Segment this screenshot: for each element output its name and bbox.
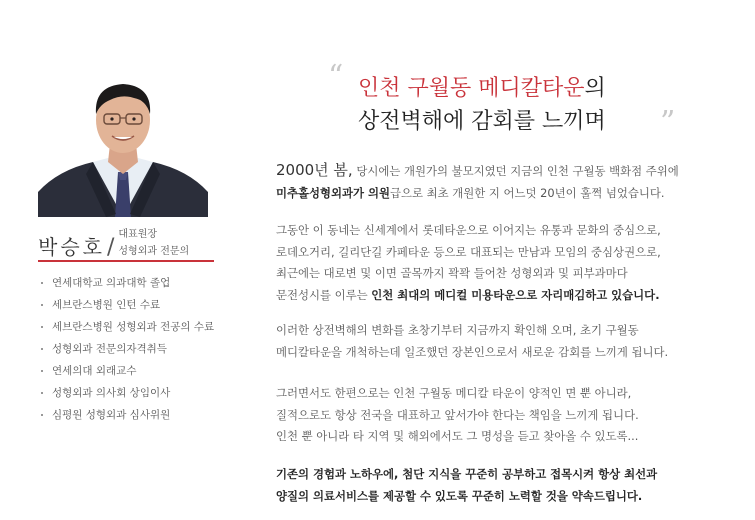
- career-item: 성형외과 의사회 상임이사: [40, 382, 214, 404]
- director-specialty: 성형외과 전문의: [118, 246, 190, 257]
- career-item: 연세대학교 의과대학 졸업: [40, 272, 214, 294]
- paragraph-reflection: [276, 320, 746, 363]
- headline-line1-rest: 의: [584, 76, 606, 101]
- name-divider: /: [106, 235, 115, 260]
- history-line4: 문전성시를 이루는: [276, 287, 372, 302]
- responsibility-line3: 인천 뿐 아니라 타 지역 및 해외에서도 그 명성을 듣고 찾아올 수 있도록...: [276, 429, 639, 443]
- director-role: [118, 226, 189, 260]
- name-underline: [38, 260, 214, 262]
- intro-year: 2000년 봄,: [276, 161, 353, 179]
- paragraph-history: [276, 220, 746, 306]
- director-name: 박승호: [38, 235, 105, 259]
- quote-close-mark: ”: [660, 105, 676, 140]
- promise-line2: 양질의 의료서비스를 제공할 수 있도록 꾸준히 노력할 것을 약속드립니다.: [276, 488, 643, 503]
- promise-line1: 기존의 경험과 노하우에, 첨단 지식을 꾸준히 공부하고 접목시켜 항상 최선과: [276, 467, 658, 481]
- responsibility-line2: 질적으로도 항상 전국을 대표하고 앞서가야 한다는 책임을 느끼게 됩니다.: [276, 407, 639, 422]
- career-item: 심평원 성형외과 심사위원: [40, 404, 214, 426]
- career-item: 연세의대 외래교수: [40, 360, 214, 382]
- reflection-line2: 메디칼타운을 개척하는데 일조했던 장본인으로서 새로운 감회를 느끼게 됩니다.: [276, 344, 669, 359]
- history-line2: 로데오거리, 길리단길 카페타운 등으로 대표되는 만남과 모임의 중심상권으로,: [276, 244, 661, 259]
- portrait-photo: [38, 74, 208, 217]
- intro-line1: 당시에는 개원가의 불모지였던 지금의 인천 구월동 백화점 주위에: [352, 164, 679, 178]
- director-title: 대표원장: [118, 229, 158, 240]
- career-item: 세브란스병원 성형외과 전공의 수료: [40, 316, 214, 338]
- profile-name-block: [38, 226, 214, 262]
- director-portrait: [38, 74, 208, 217]
- quote-open-mark: “: [328, 59, 344, 94]
- page-headline: [358, 72, 606, 138]
- paragraph-responsibility: [276, 383, 746, 448]
- intro-line2: 급으로 최초 개원한 지 어느덧 20년이 훌쩍 넘었습니다.: [390, 185, 665, 200]
- paragraph-intro: [276, 160, 746, 204]
- reflection-line1: 이러한 상전벽해의 변화를 초창기부터 지금까지 확인해 오며, 초기 구월동: [276, 323, 639, 337]
- responsibility-line1: 그러면서도 한편으로는 인천 구월동 메디칼 타운이 양적인 면 뿐 아니라,: [276, 386, 632, 400]
- history-line1: 그동안 이 동네는 신세계에서 롯데타운으로 이어지는 유통과 문화의 중심으로,: [276, 223, 661, 237]
- career-item: 세브란스병원 인턴 수료: [40, 294, 214, 316]
- headline-line2: 상전벽해에 감회를 느끼며: [358, 109, 606, 134]
- paragraph-promise: [276, 464, 746, 507]
- history-highlight: 인천 최대의 메디컬 미용타운으로 자리매김하고 있습니다.: [371, 287, 660, 302]
- career-list: [40, 272, 214, 426]
- headline-highlight: 인천 구월동 메디칼타운: [358, 76, 585, 101]
- history-line3: 최근에는 대로변 및 이면 골목까지 꽉꽉 들어찬 성형외과 및 피부과마다: [276, 266, 628, 280]
- clinic-name: 미추홀성형외과가 의원: [276, 185, 390, 200]
- career-item: 성형외과 전문의자격취득: [40, 338, 214, 360]
